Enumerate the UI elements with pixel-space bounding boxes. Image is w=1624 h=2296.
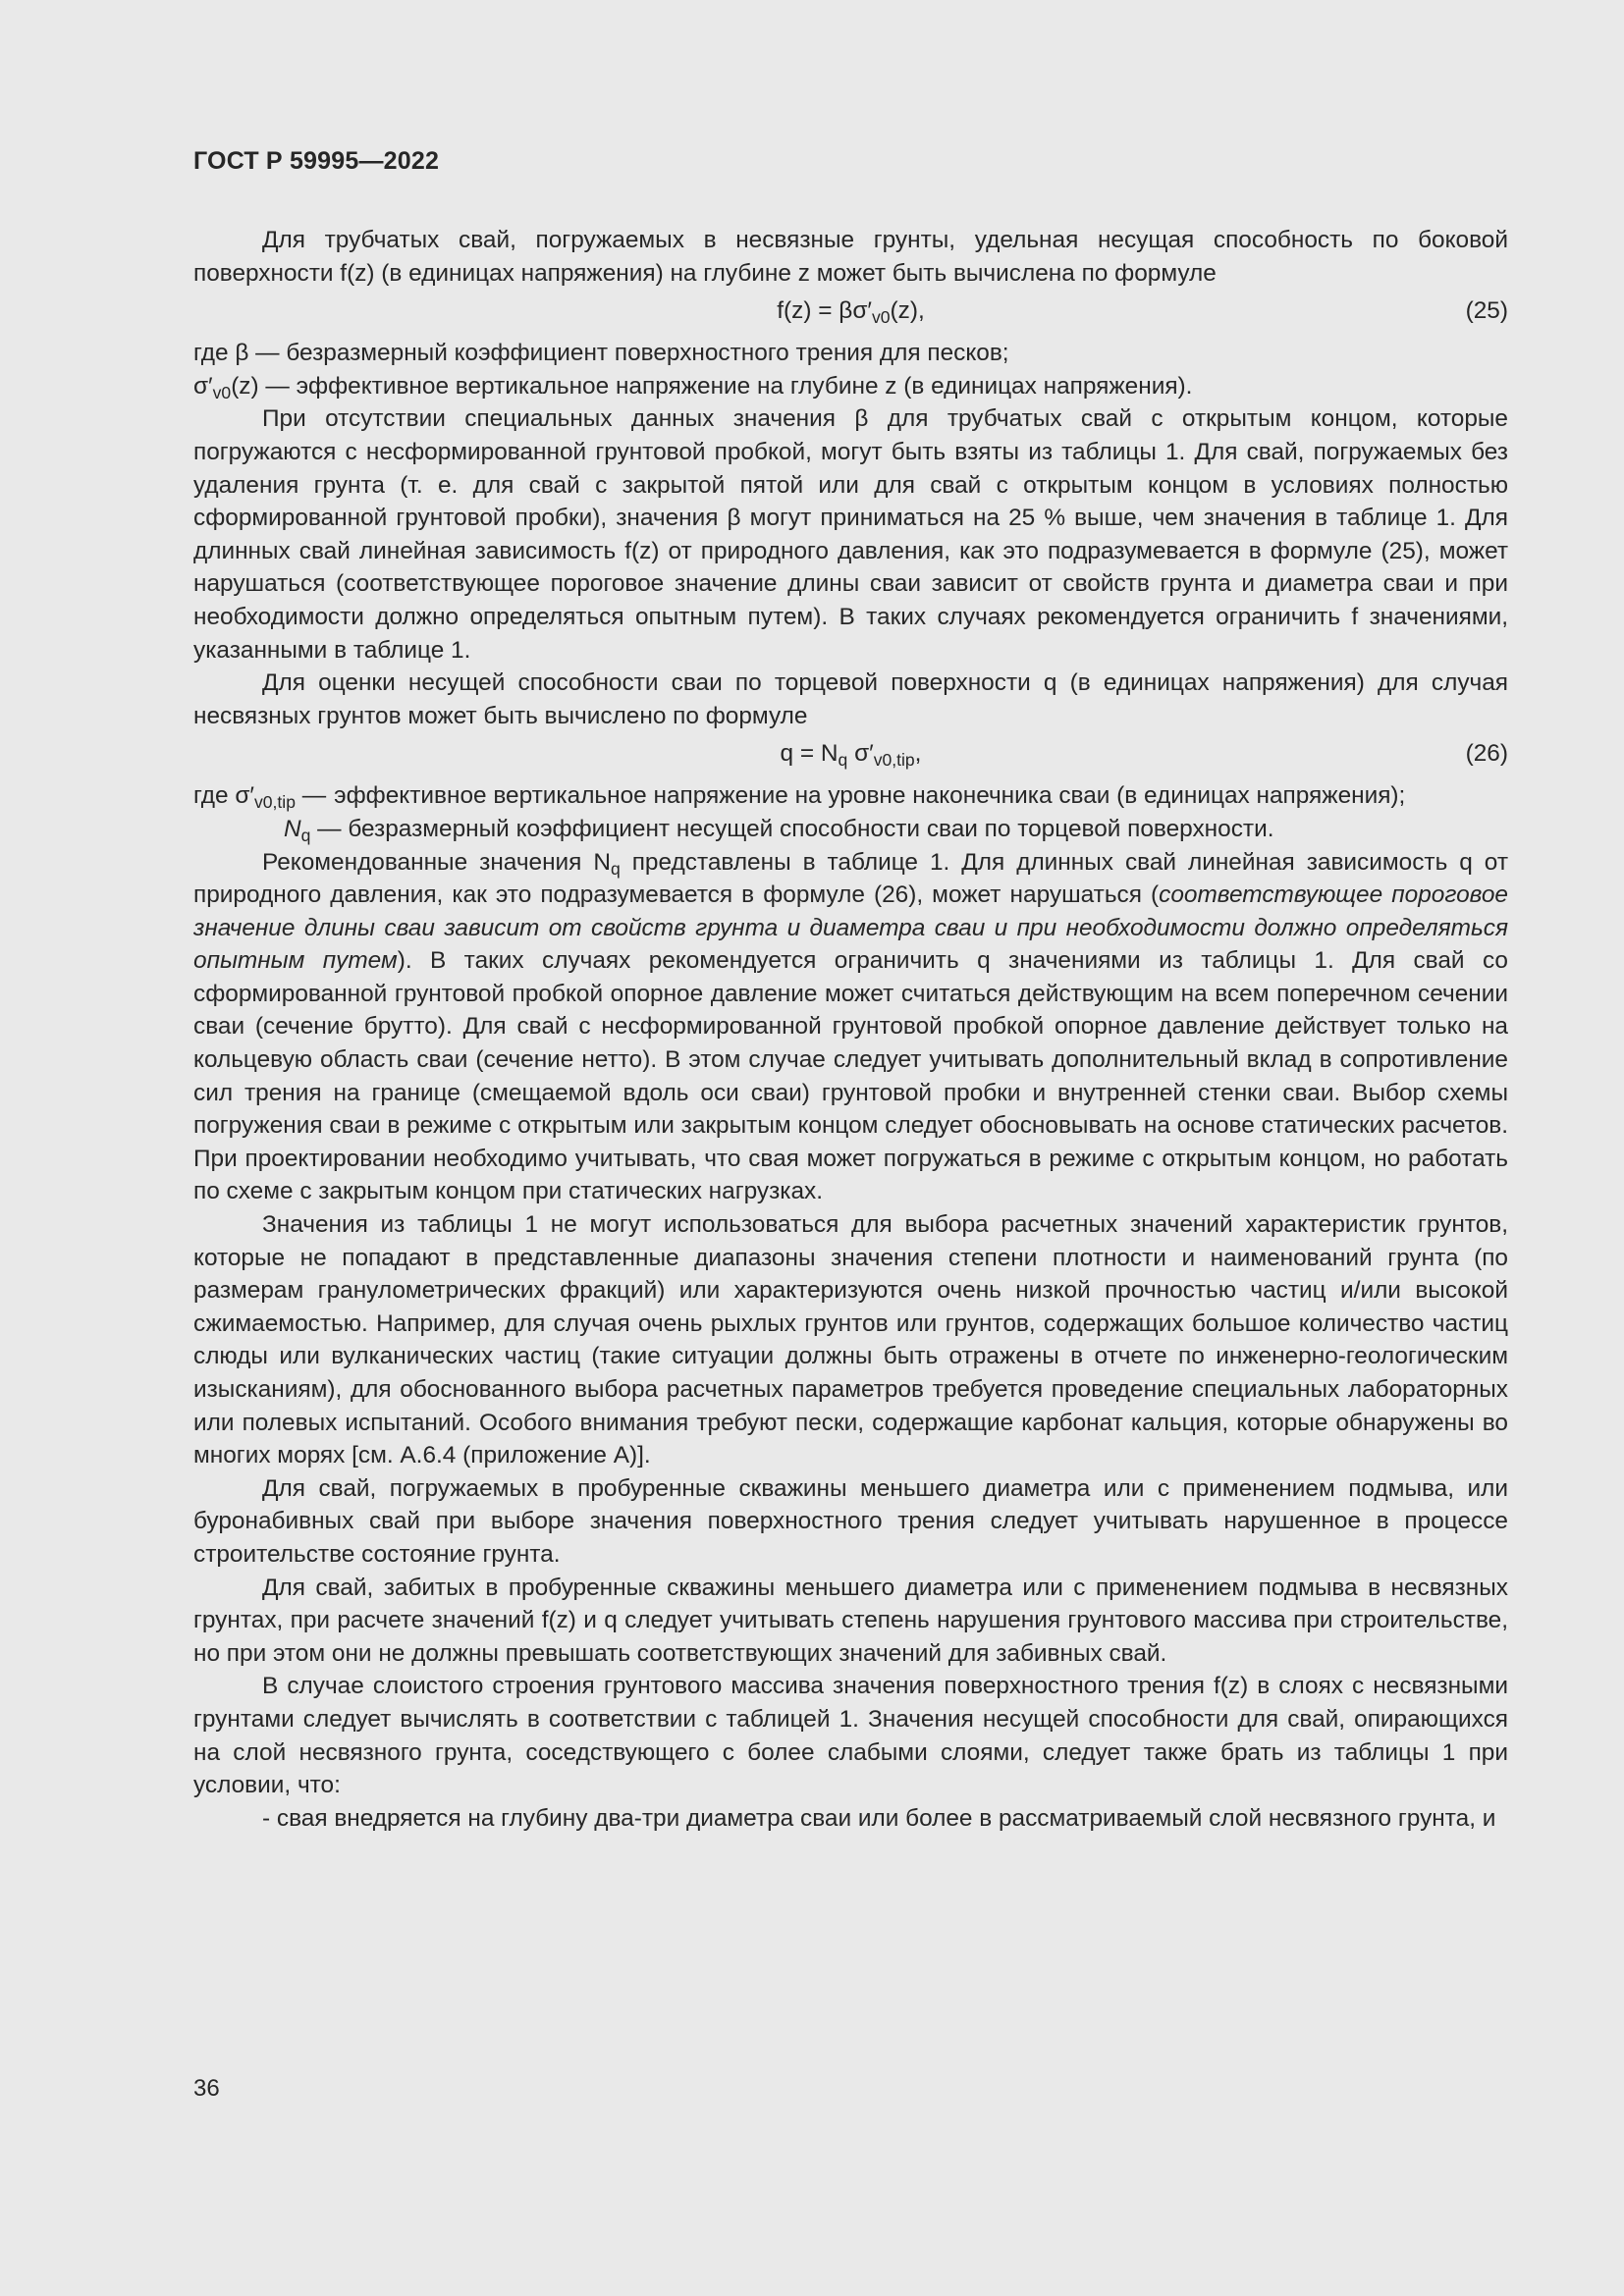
- formula-25-expression: [193, 292, 1508, 331]
- formula-26-sub-1: q: [838, 750, 848, 771]
- where-26-dash: —: [295, 782, 327, 810]
- page-content: [193, 224, 1508, 1835]
- page-number: 36: [193, 2075, 220, 2102]
- where-26-line-2: [193, 813, 1508, 846]
- where-26-lead: [193, 779, 334, 813]
- where-26-line-1: [193, 779, 1508, 813]
- formula-25-lhs: f(z) = βσ′: [777, 297, 872, 325]
- paragraph-6: Для свай, погружаемых в пробуренные скважины меньшего диаметра или с применением подмыва, или буронабивных свай при выборе значения поверхностного трения следует учитывать нарушенное в процессе строительстве состояние грунта.: [193, 1474, 1508, 1568]
- formula-26-sub-2: v0,tip: [873, 750, 915, 771]
- paragraph-8: В случае слоистого строения грунтового массива значения поверхностного трения f(z) в слоях с несвязными грунтами следует вычислять в соответствии с таблицей 1. Значения несущей способности для свай, опирающихся на слой несвязного грунта, соседствующего с более слабыми слоями, следует также брать из таблицы 1 при условии, что:: [193, 1673, 1508, 1799]
- where-26-nq: N: [284, 815, 301, 842]
- where-26-nq-sub: q: [300, 825, 311, 845]
- list-item-1: - свая внедряется на глубину два-три диаметра сваи или более в рассматриваемый слой несвязного грунта, и: [262, 1804, 1496, 1832]
- paragraph-2: При отсутствии специальных данных значения β для трубчатых свай с открытым концом, которые погружаются с несформированной грунтовой пробкой, могут быть взяты из таблицы 1. Для свай, погружаемых без удаления грунта (т. е. для свай с закрытой пятой или для свай с открытым концом в условиях полностью сформированной грунтовой пробки), значения β могут приниматься на 25 % выше, чем значения в таблице 1. Для длинных свай линейная зависимость f(z) от природного давления, как это подразумевается в формуле (25), может нарушаться (соответствующее пороговое значение длины сваи зависит от свойств грунта и диаметра сваи и при необходимости должно определяться опытным путем). В таких случаях рекомендуется ограничить f значениями, указанными в таблице 1.: [193, 405, 1508, 664]
- paragraph-4-part-d: ). В таких случаях рекомендуется ограничить q значениями из таблицы 1. Для свай со сформированной грунтовой пробкой опорное давление может считаться действующим на всем поперечном сечении сваи (сечение брутто). Для свай с несформированной грунтовой пробкой опорное давление действует только на кольцевую область сваи (сечение нетто). В этом случае следует учитывать дополнительный вклад в сопротивление сил трения на границе (смещаемой вдоль оси сваи) грунтовой пробки и внутренней стенки сваи. Выбор схемы погружения сваи в режиме с открытым или закрытым концом следует обосновывать на основе статических расчетов. При проектировании необходимо учитывать, что свая может погружаться в режиме с открытым концом, но работать по схеме с закрытым концом при статических нагрузках.: [193, 947, 1508, 1205]
- where-25-line-2-lead: σ′: [193, 372, 213, 400]
- where-26-lead-symbol: где σ′: [193, 782, 255, 810]
- paragraph-5: Значения из таблицы 1 не могут использоваться для выбора расчетных значений характеристик грунтов, которые не попадают в представленные диапазоны значения степени плотности и наименований грунта (по размерам гранулометрических фракций) или характеризуются очень низкой прочностью частиц и/или высокой сжимаемостью. Например, для случая очень рыхлых грунтов или грунтов, содержащих большое количество частиц слюды или вулканических частиц (такие ситуации должны быть отражены в отчете по инженерно-геологическим изысканиям), для обоснованного выбора расчетных параметров требуется проведение специальных лабораторных или полевых испытаний. Особого внимания требуют пески, содержащие карбонат кальция, которые обнаружены во многих морях [см. А.6.4 (приложение А)].: [193, 1211, 1508, 1469]
- where-25-line-2-sub: v0: [212, 382, 232, 402]
- where-26-def-2: — безразмерный коэффициент несущей способности сваи по торцевой поверхности.: [310, 815, 1274, 842]
- where-25-line-2: [193, 370, 1508, 403]
- formula-26-mid: σ′: [847, 740, 874, 768]
- paragraph-4: [193, 846, 1508, 1209]
- where-25-line-2-rest: (z) — эффективное вертикальное напряжение на глубине z (в единицах напряжения).: [231, 372, 1193, 400]
- paragraph-4-part-b: представлены в таблице 1. Для длинных свай линейная зависимость q от природного давления, как это подразумевается в формуле (26), может нарушаться (: [193, 848, 1508, 909]
- formula-25-where: [193, 337, 1508, 402]
- paragraph-4-part-a: Рекомендованные значения N: [262, 848, 611, 876]
- where-26-lead-sub: v0,tip: [254, 792, 296, 813]
- paragraph-3: Для оценки несущей способности сваи по торцевой поверхности q (в единицах напряжения) для случая несвязных грунтов может быть вычислено по формуле: [193, 669, 1508, 729]
- paragraph-1: Для трубчатых свай, погружаемых в несвязные грунты, удельная несущая способность по боковой поверхности f(z) (в единицах напряжения) на глубине z может быть вычислена по формуле: [193, 227, 1508, 287]
- formula-26-where: [193, 779, 1508, 845]
- where-25-line-1: где β — безразмерный коэффициент поверхностного трения для песков;: [193, 340, 1009, 367]
- formula-26: [193, 734, 1508, 774]
- formula-25-number: (25): [1465, 297, 1508, 325]
- paragraph-4-italic: соответствующее пороговое значение длины сваи зависит от свойств грунта и диаметра сваи и при необходимости должно определяться опытным путем: [193, 881, 1508, 975]
- formula-26-rhs: ,: [914, 740, 922, 768]
- formula-25: [193, 292, 1508, 331]
- formula-25-sub: v0: [871, 307, 891, 328]
- paragraph-7: Для свай, забитых в пробуренные скважины меньшего диаметра или с применением подмыва в несвязных грунтах, при расчете значений f(z) и q следует учитывать степень нарушения грунтового массива при строительстве, но при этом они не должны превышать соответствующих значений для забивных свай.: [193, 1574, 1508, 1667]
- where-26-def-1: эффективное вертикальное напряжение на уровне наконечника сваи (в единицах напряжения);: [334, 782, 1406, 810]
- paragraph-4-sub: q: [610, 858, 621, 879]
- formula-25-rhs: (z),: [890, 297, 925, 325]
- formula-26-expression: [193, 734, 1508, 774]
- formula-26-number: (26): [1465, 740, 1508, 768]
- formula-26-lhs: q = N: [780, 740, 839, 768]
- document-id: ГОСТ Р 59995—2022: [193, 147, 440, 175]
